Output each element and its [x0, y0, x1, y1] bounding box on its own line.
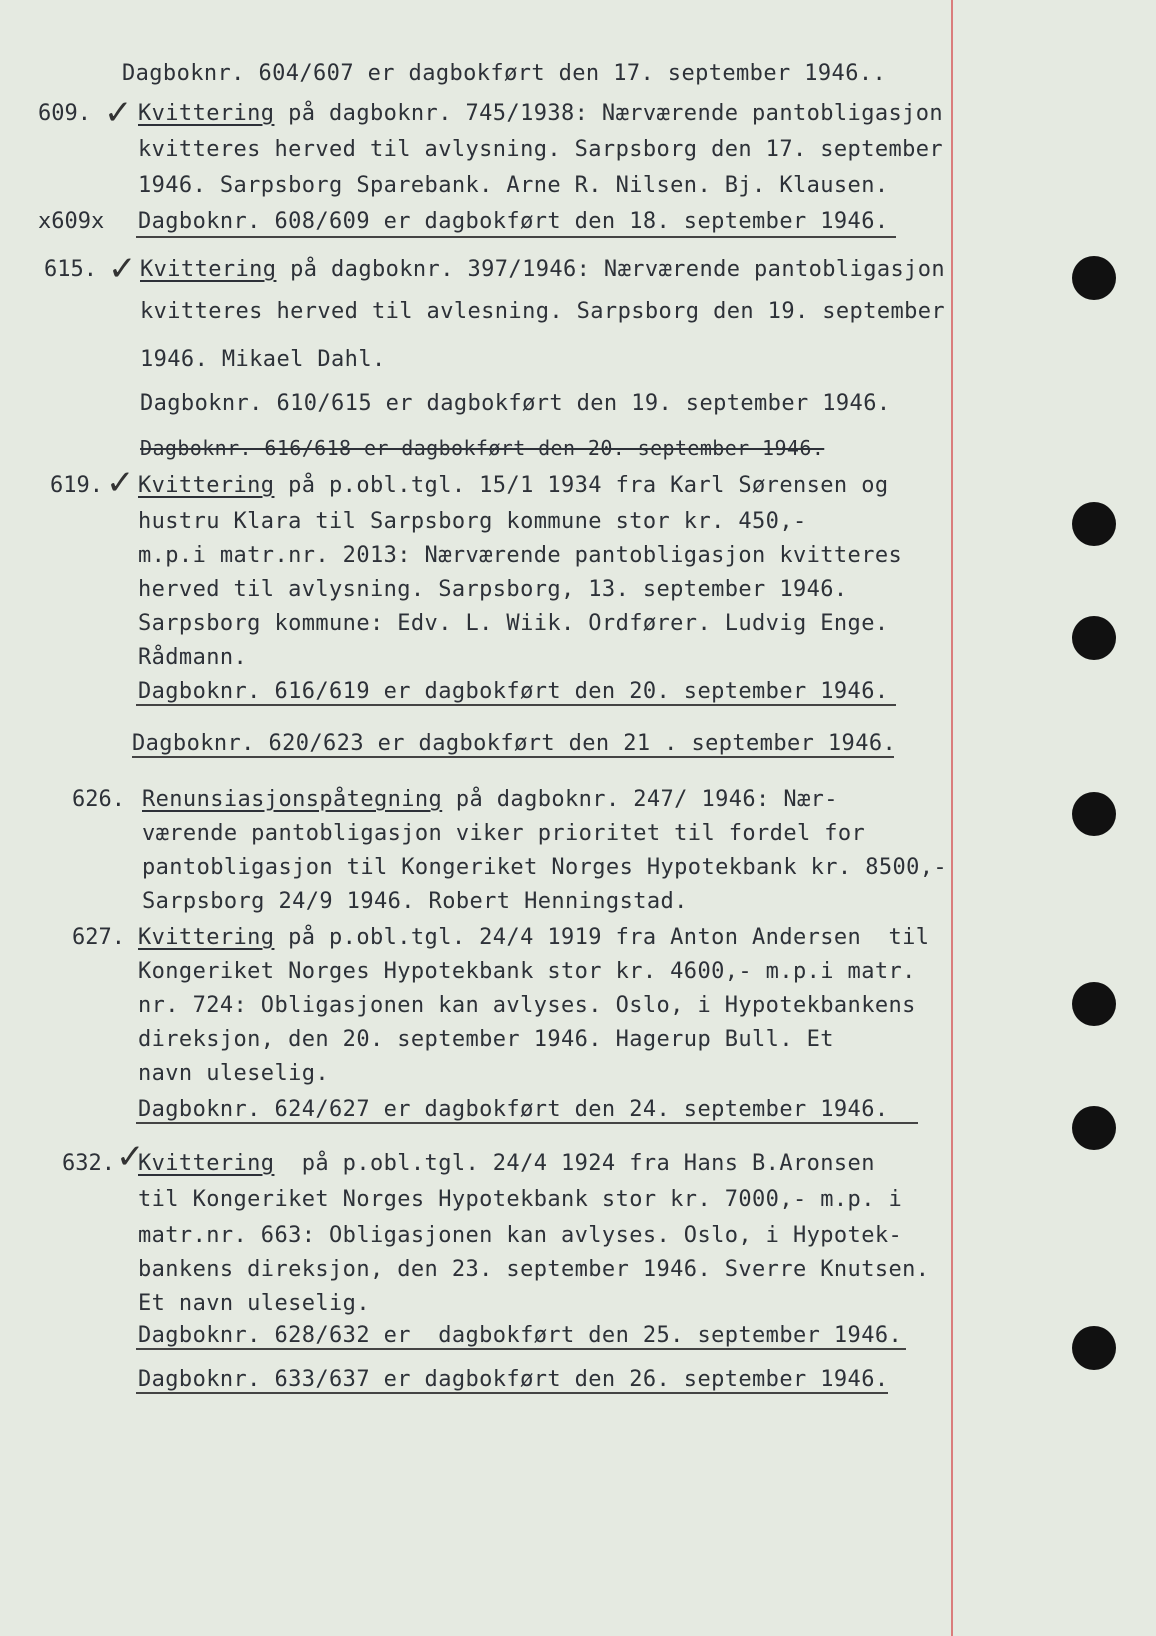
- separator-rule: [136, 704, 896, 706]
- entry-number: 626.: [72, 787, 125, 812]
- entry-text: på dagboknr. 745/1938: Nærværende pantobligasjon: [274, 101, 944, 126]
- punch-hole-icon: [1072, 616, 1116, 660]
- red-margin-line: [951, 0, 953, 1636]
- entry-text-line: [138, 1150, 875, 1178]
- entry-heading: Renunsiasjonspåtegning: [142, 787, 443, 812]
- separator-rule: [132, 756, 894, 758]
- entry-text-line: Et navn uleselig.: [138, 1291, 370, 1316]
- entry-text-line: herved til avlysning. Sarpsborg, 13. september 1946.: [138, 577, 848, 602]
- separator-rule: [136, 1392, 888, 1394]
- separator-rule: [136, 1348, 906, 1350]
- entry-text-line: til Kongeriket Norges Hypotekbank stor kr. 7000,- m.p. i: [138, 1187, 903, 1212]
- entry-text-line: [138, 472, 888, 500]
- journal-line: Dagboknr. 608/609 er dagbokført den 18. september 1946.: [138, 209, 889, 234]
- punch-hole-icon: [1072, 1106, 1116, 1150]
- punch-hole-icon: [1072, 982, 1116, 1026]
- entry-text-line: matr.nr. 663: Obligasjonen kan avlyses. Oslo, i Hypotek-: [138, 1223, 903, 1248]
- journal-line: Dagboknr. 633/637 er dagbokført den 26. september 1946.: [138, 1367, 889, 1392]
- journal-line: Dagboknr. 628/632 er dagbokført den 25. september 1946.: [138, 1323, 903, 1348]
- entry-text-line: kvitteres herved til avlesning. Sarpsborg den 19. september: [140, 299, 946, 324]
- entry-text: på dagboknr. 397/1946: Nærværende pantobligasjon: [276, 257, 946, 282]
- check-mark-icon: ✓: [106, 463, 135, 503]
- entry-text-line: bankens direksjon, den 23. september 1946. Sverre Knutsen.: [138, 1257, 930, 1282]
- punch-hole-icon: [1072, 256, 1116, 300]
- journal-line: Dagboknr. 624/627 er dagbokført den 24. september 1946.: [138, 1097, 889, 1122]
- entry-text: på p.obl.tgl. 24/4 1924 fra Hans B.Aronsen: [274, 1151, 875, 1176]
- journal-line: Dagboknr. 620/623 er dagbokført den 21 . september 1946.: [132, 731, 897, 756]
- check-mark-icon: ✓: [104, 93, 133, 133]
- entry-text-line: Sarpsborg 24/9 1946. Robert Henningstad.: [142, 889, 688, 914]
- entry-heading: Kvittering: [138, 101, 275, 126]
- entry-text-line: 1946. Mikael Dahl.: [140, 347, 386, 372]
- entry-text: på p.obl.tgl. 24/4 1919 fra Anton Andersen til: [274, 925, 930, 950]
- entry-number: 619.: [50, 473, 103, 498]
- entry-text-line: [140, 256, 945, 284]
- journal-line: Dagboknr. 610/615 er dagbokført den 19. september 1946.: [140, 391, 891, 416]
- entry-text-line: direksjon, den 20. september 1946. Hagerup Bull. Et: [138, 1027, 834, 1052]
- punch-hole-icon: [1072, 792, 1116, 836]
- entry-text-line: Kongeriket Norges Hypotekbank stor kr. 4600,- m.p.i matr.: [138, 959, 916, 984]
- entry-number: x609x: [38, 209, 105, 234]
- entry-heading: Kvittering: [138, 473, 275, 498]
- check-mark-icon: ✓: [116, 1137, 145, 1177]
- entry-number: 632.: [62, 1151, 115, 1176]
- entry-heading: Kvittering: [138, 1151, 275, 1176]
- struck-journal-line: Dagboknr. 616/618 er dagbokført den 20. september 1946.: [140, 436, 825, 460]
- entry-text-line: navn uleselig.: [138, 1061, 330, 1086]
- check-mark-icon: ✓: [108, 249, 137, 289]
- entry-text-line: værende pantobligasjon viker prioritet til fordel for: [142, 821, 866, 846]
- entry-number: 609.: [38, 101, 91, 126]
- entry-number: 615.: [44, 257, 97, 282]
- entry-text: på p.obl.tgl. 15/1 1934 fra Karl Sørensen og: [274, 473, 889, 498]
- separator-rule: [136, 1122, 918, 1124]
- entry-heading: Kvittering: [140, 257, 277, 282]
- entry-text-line: [138, 100, 943, 128]
- journal-line: Dagboknr. 604/607 er dagbokført den 17. september 1946..: [122, 61, 887, 86]
- entry-text-line: Sarpsborg kommune: Edv. L. Wiik. Ordfører. Ludvig Enge.: [138, 611, 889, 636]
- entry-number: 627.: [72, 925, 125, 950]
- entry-text-line: [142, 786, 838, 814]
- entry-text-line: 1946. Sarpsborg Sparebank. Arne R. Nilsen. Bj. Klausen.: [138, 173, 889, 198]
- punch-hole-icon: [1072, 502, 1116, 546]
- separator-rule: [136, 236, 896, 238]
- entry-text-line: Rådmann.: [138, 645, 248, 670]
- entry-text-line: [138, 924, 929, 952]
- entry-heading: Kvittering: [138, 925, 275, 950]
- entry-text-line: nr. 724: Obligasjonen kan avlyses. Oslo, i Hypotekbankens: [138, 993, 916, 1018]
- entry-text-line: pantobligasjon til Kongeriket Norges Hypotekbank kr. 8500,-: [142, 855, 948, 880]
- entry-text-line: hustru Klara til Sarpsborg kommune stor kr. 450,-: [138, 509, 807, 534]
- entry-text: på dagboknr. 247/ 1946: Nær-: [442, 787, 838, 812]
- punch-hole-icon: [1072, 1326, 1116, 1370]
- journal-line: Dagboknr. 616/619 er dagbokført den 20. september 1946.: [138, 679, 889, 704]
- entry-text-line: m.p.i matr.nr. 2013: Nærværende pantobligasjon kvitteres: [138, 543, 903, 568]
- entry-text-line: kvitteres herved til avlysning. Sarpsborg den 17. september: [138, 137, 944, 162]
